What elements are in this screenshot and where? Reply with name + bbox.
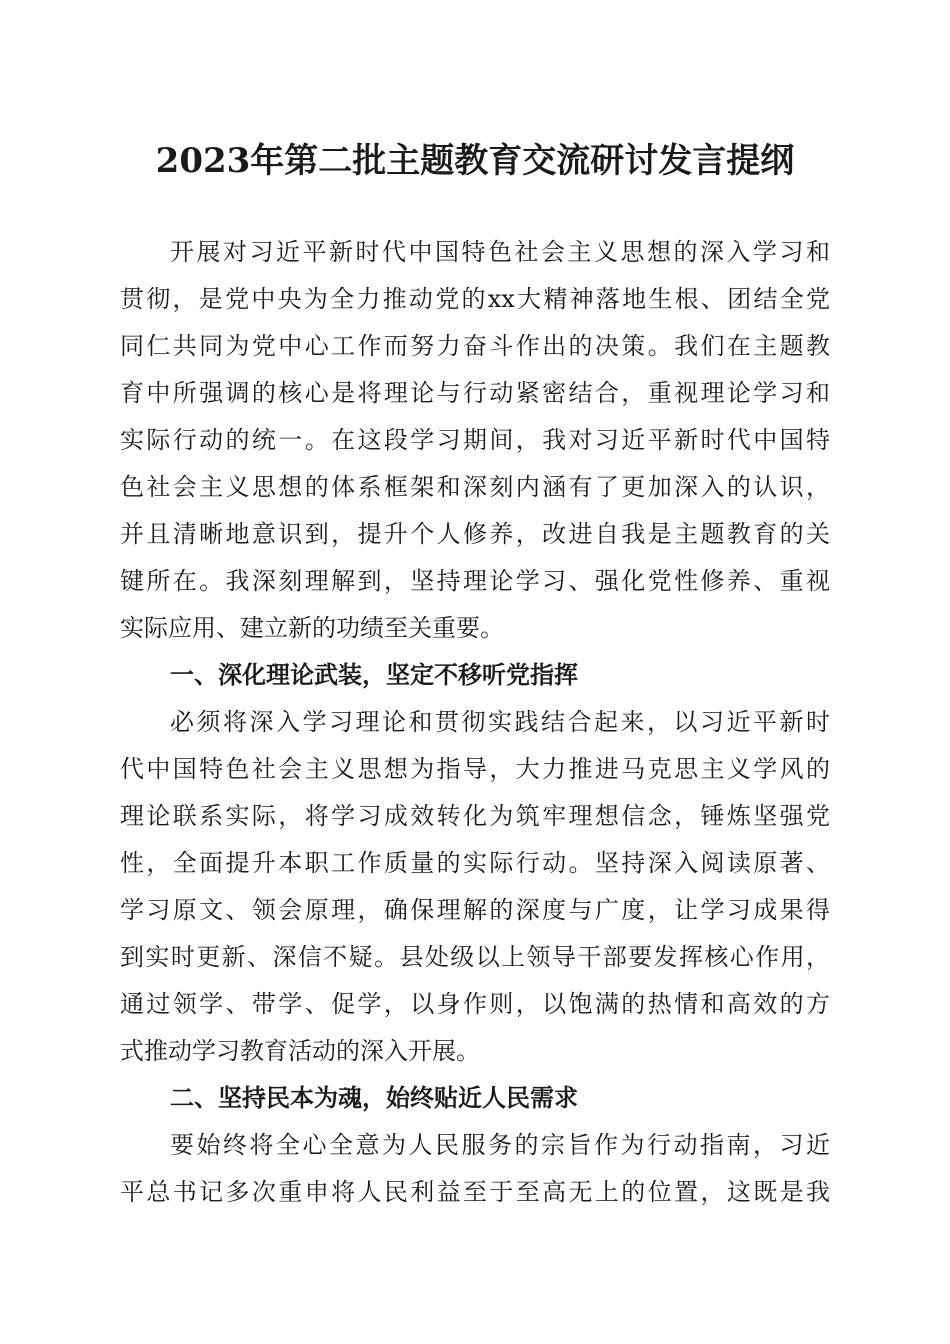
paragraph-3-line-2: 平总书记多次重申将人民利益至于至高无上的位置，这既是我 xyxy=(120,1178,830,1206)
paragraph-2-line-8: 式推动学习教育活动的深入开展。 xyxy=(120,1037,480,1065)
paragraph-1-line-5: 实际行动的统一。在这段学习期间，我对习近平新时代中国特 xyxy=(120,426,830,454)
paragraph-2-line-5: 学习原文、领会原理，确保理解的深度与广度，让学习成果得 xyxy=(120,896,830,924)
paragraph-1-line-8: 键所在。我深刻理解到，坚持理论学习、强化党性修养、重视 xyxy=(120,567,830,595)
paragraph-2-line-7: 通过领学、带学、促学，以身作则，以饱满的热情和高效的方 xyxy=(120,990,830,1018)
paragraph-1-line-6: 色社会主义思想的体系框架和深刻内涵有了更加深入的认识， xyxy=(120,473,830,501)
paragraph-3-line-1: 要始终将全心全意为人民服务的宗旨作为行动指南，习近 xyxy=(170,1131,830,1159)
paragraph-1-line-4: 育中所强调的核心是将理论与行动紧密结合，重视理论学习和 xyxy=(120,379,830,407)
paragraph-2-line-4: 性，全面提升本职工作质量的实际行动。坚持深入阅读原著、 xyxy=(120,849,830,877)
paragraph-1-line-1: 开展对习近平新时代中国特色社会主义思想的深入学习和 xyxy=(170,238,830,266)
paragraph-2-line-3: 理论联系实际，将学习成效转化为筑牢理想信念，锤炼坚强党 xyxy=(120,802,830,830)
paragraph-1-line-2: 贯彻，是党中央为全力推动党的xx大精神落地生根、团结全党 xyxy=(120,285,830,313)
paragraph-1-line-9: 实际应用、建立新的功绩至关重要。 xyxy=(120,614,504,642)
document-title: 2023年第二批主题教育交流研讨发言提纲 xyxy=(155,141,795,181)
paragraph-2-line-6: 到实时更新、深信不疑。县处级以上领导干部要发挥核心作用， xyxy=(120,943,830,971)
paragraph-2-line-2: 代中国特色社会主义思想为指导，大力推进马克思主义学风的 xyxy=(120,755,830,783)
paragraph-1-line-7: 并且清晰地意识到，提升个人修养，改进自我是主题教育的关 xyxy=(120,520,830,548)
section-heading-1: 一、深化理论武装，坚定不移听党指挥 xyxy=(170,661,578,689)
paragraph-1-line-3: 同仁共同为党中心工作而努力奋斗作出的决策。我们在主题教 xyxy=(120,332,830,360)
section-heading-2: 二、坚持民本为魂，始终贴近人民需求 xyxy=(170,1084,578,1112)
paragraph-2-line-1: 必须将深入学习理论和贯彻实践结合起来，以习近平新时 xyxy=(170,708,830,736)
